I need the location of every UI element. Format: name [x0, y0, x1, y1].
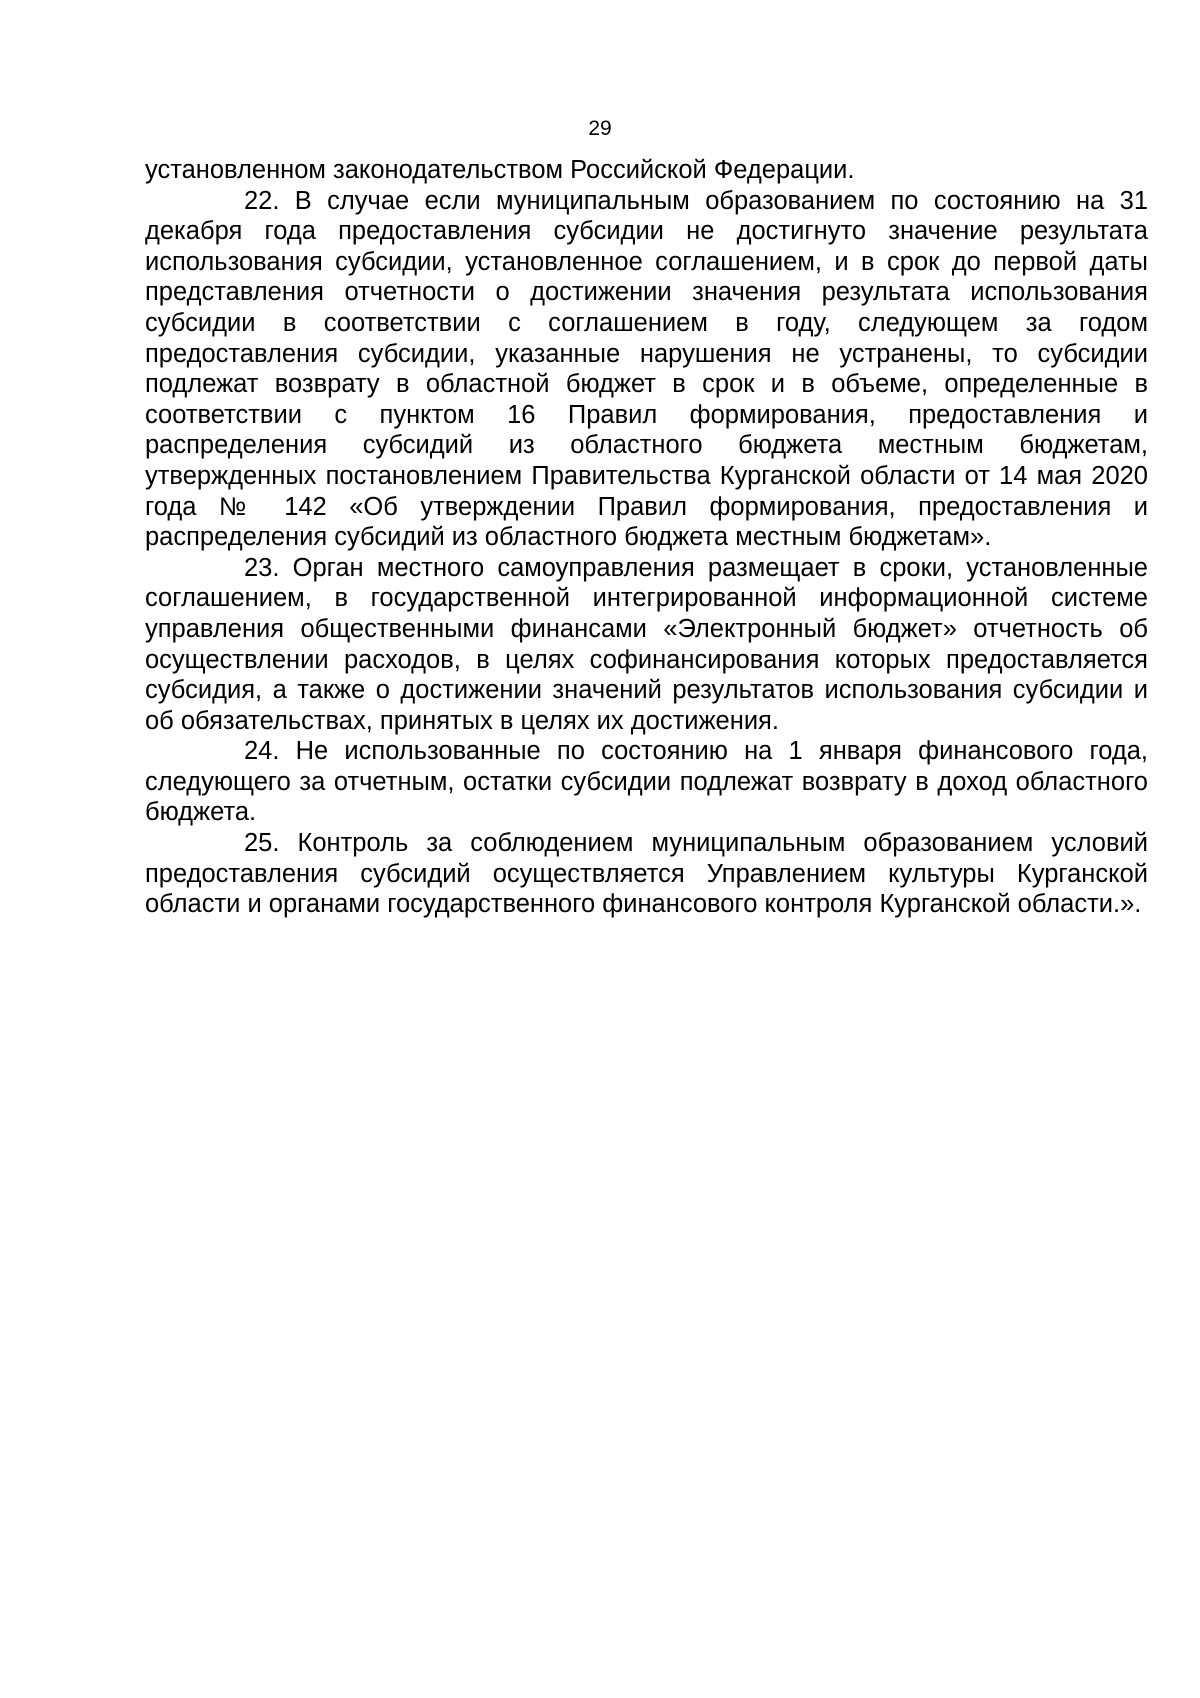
paragraph-24: 24. Не использованные по состоянию на 1 января финансового года, следующего за отчетным, остатки субсидии подлежат возврату в доход областного бюджета. — [145, 737, 1148, 827]
paragraph-22: 22. В случае если муниципальным образованием по состоянию на 31 декабря года предоставления субсидии не достигнуто значение результата использования субсидии, установленное соглашением, и в срок до первой даты представления отчетности о достижении значения результата использования субсидии в соответствии с соглашением в году, следующем за годом предоставления субсидии, указанные нарушения не устранены, то субсидии подлежат возврату в областной бюджет в срок и в объеме, определенные в соответствии с пунктом 16 Правил формирования, предоставления и распределения субсидий из областного бюджета местным бюджетам, утвержденных постановлением Правительства Курганской области от 14 мая 2020 года № 142 «Об утверждении Правил формирования, предоставления и распределения субсидий из областного бюджета местным бюджетам». — [145, 186, 1148, 552]
page-number: 29 — [588, 117, 612, 140]
document-body — [145, 155, 1148, 920]
paragraph-23: 23. Орган местного самоуправления размещает в сроки, установленные соглашением, в государственной интегрированной информационной системе управления общественными финансами «Электронный бюджет» отчетность об осуществлении расходов, в целях софинансирования которых предоставляется субсидия, а также о достижении значений результатов использования субсидии и об обязательствах, принятых в целях их достижения. — [145, 553, 1148, 735]
paragraph-25: 25. Контроль за соблюдением муниципальным образованием условий предоставления субсидий осуществляется Управлением культуры Курганской области и органами государственного финансового контроля Курганской области.». — [145, 829, 1148, 919]
paragraph-continuation: установленном законодательством Российской Федерации. — [145, 156, 855, 184]
